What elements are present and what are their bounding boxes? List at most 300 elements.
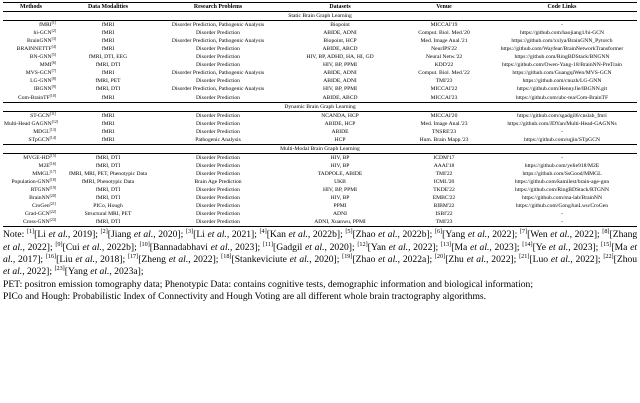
- method-cell: [3, 45, 59, 53]
- et-al: et al.: [3, 266, 23, 278]
- citation-number: [21]: [519, 253, 530, 261]
- citation-year: 2022: [575, 254, 595, 266]
- code-link-cell: https://github.com/kamilest/brain-age-gnn: [514, 178, 610, 185]
- citation-author: Yang: [67, 266, 88, 278]
- method-reference: [22]: [49, 210, 56, 215]
- method-reference: [2]: [51, 29, 56, 34]
- table-row: [3, 186, 637, 194]
- et-al: et al.: [467, 229, 488, 241]
- problem-cell: Disorder Prediction: [157, 218, 279, 227]
- problem-cell: Disorder Prediction: [196, 170, 240, 177]
- problem-cell: Disorder Prediction: [196, 54, 240, 61]
- citation-number: [10]: [139, 240, 150, 248]
- method-name: Population-GNN: [11, 178, 50, 185]
- et-al: et al.: [288, 229, 308, 241]
- method-reference: [3]: [51, 37, 56, 42]
- datasets-cell: Biopoint, HCP: [323, 38, 357, 45]
- citation-number: [14]: [522, 240, 533, 248]
- table-body: [3, 12, 637, 227]
- method-reference: [6]: [51, 61, 56, 66]
- citation-author: Zhu: [448, 254, 464, 266]
- citation-year: 2023: [494, 241, 514, 253]
- method-cell: [3, 61, 59, 69]
- method-name: BrainNN: [29, 195, 50, 202]
- modality-cell: fMRI, DTI, EEG: [88, 54, 128, 61]
- datasets-cell: ABIDE, ADNI: [323, 70, 357, 77]
- code-link-cell: https://github.com/sqjin/STpGCN: [524, 136, 600, 143]
- citation-item: [8][Zhang et al., 2022];: [3, 228, 638, 253]
- method-name: CroGen: [31, 203, 50, 210]
- citation-year: 2018: [100, 254, 120, 266]
- citation-item: [12][Yan et al., 2022];: [357, 240, 441, 253]
- method-reference: [5]: [51, 53, 56, 58]
- venue-cell: Comput. Biol. Med.'20: [418, 30, 470, 37]
- method-cell: [3, 85, 59, 93]
- modality-cell: fMRI: [101, 46, 115, 53]
- datasets-cell: ABIDE, ADNI: [323, 78, 357, 85]
- et-al: et al.: [82, 241, 102, 253]
- citation-year: 2022b: [312, 229, 337, 241]
- citation-author: Zheng: [141, 254, 166, 266]
- modality-cell: fMRI: [101, 70, 115, 77]
- venue-cell: Med. Image Anal.'21: [420, 38, 468, 45]
- citation-number: [8]: [602, 228, 610, 236]
- modality-cell: fMRI, Phenotypic Data: [81, 178, 135, 185]
- method-name: MDGL: [33, 128, 50, 135]
- header-code-links: Code Links: [487, 3, 637, 12]
- method-cell: [3, 162, 59, 170]
- venue-cell: ISBI'22: [435, 211, 453, 218]
- citation-item: [13][Ma et al., 2023];: [440, 240, 523, 253]
- method-cell: [3, 153, 59, 162]
- citation-item: [18][Stankeviciute et al., 2020];: [221, 253, 343, 266]
- citation-author: Zhao: [355, 229, 376, 241]
- citation-number: [12]: [357, 240, 368, 248]
- citation-number: [22]: [603, 253, 614, 261]
- citation-item: [21][Luo et al., 2022];: [519, 253, 604, 266]
- citation-author: Zhao: [355, 254, 376, 266]
- method-cell: [3, 136, 59, 145]
- citation-item: [9][Cui et al., 2022b];: [55, 240, 140, 253]
- table-row: [3, 218, 637, 227]
- modality-cell: fMRI: [101, 128, 115, 135]
- citation-item: [7][Wen et al., 2022];: [519, 228, 603, 241]
- citation-note: [3, 229, 637, 279]
- venue-cell: Neural Netw.'22: [425, 54, 463, 61]
- method-cell: [3, 29, 59, 37]
- problem-cell: Disorder Prediction: [196, 78, 240, 85]
- table-row: [3, 21, 637, 30]
- table-row: [3, 128, 637, 136]
- section-row: [3, 144, 637, 153]
- method-name: STpGCN: [28, 136, 50, 143]
- venue-cell: NeurIPS'22: [431, 46, 457, 53]
- table-row: [3, 37, 637, 45]
- header-methods: Methods: [3, 3, 59, 12]
- method-reference: [16]: [49, 161, 56, 166]
- code-link-cell: https://github.com/xxlya/BrainGNN_Pytorch: [511, 38, 613, 45]
- datasets-cell: ABIDE: [331, 128, 349, 135]
- modality-cell: fMRI, DTI: [95, 187, 121, 194]
- method-reference: [19]: [49, 186, 56, 191]
- problem-cell: Disorder Prediction: [196, 195, 240, 202]
- citation-year: 2022: [26, 266, 47, 278]
- citation-number: [13]: [440, 240, 452, 248]
- citation-author: Stankeviciute: [234, 254, 287, 266]
- code-link-cell: https://github.com/HennyJie/IBGNN.git: [516, 86, 608, 93]
- table-notes: [3, 229, 637, 303]
- citation-item: [22][Zhou et al., 2022];: [3, 253, 638, 278]
- modality-cell: fMRI, DTI: [95, 162, 121, 169]
- datasets-cell: HIV, BP: [330, 162, 350, 169]
- method-reference: [1]: [51, 21, 56, 26]
- citation-author: Ma: [614, 241, 628, 253]
- citation-number: [17]: [127, 253, 139, 261]
- modality-cell: fMRI, DTI: [95, 154, 121, 161]
- problem-cell: Disorder Prediction, Pathogenic Analysis: [171, 70, 265, 77]
- venue-cell: Comput. Biol. Med.'22: [418, 70, 470, 77]
- method-name: ST-GCN: [30, 112, 50, 119]
- method-cell: [3, 37, 59, 45]
- code-link-cell: https://github.com/cnuzh/LG-GNN: [522, 78, 602, 85]
- citation-year: 2022: [492, 229, 512, 241]
- method-cell: [3, 69, 59, 77]
- et-al: et al.: [548, 241, 569, 253]
- venue-cell: ICML'20: [433, 178, 455, 185]
- table-row: [3, 29, 637, 37]
- table-row: [3, 162, 637, 170]
- modality-cell: fMRI, MRI, PET, Phenotypic Data: [68, 170, 148, 177]
- citation-number: [5]: [345, 228, 353, 236]
- citation-item: [3][Li et al., 2021];: [185, 228, 260, 241]
- citation-author: Zhang: [612, 229, 638, 241]
- et-al: et al.: [48, 229, 68, 241]
- modality-cell: Structural MRI, PET: [84, 211, 132, 218]
- table-row: [3, 153, 637, 162]
- citation-author: Liu: [59, 254, 73, 266]
- problem-cell: Disorder Prediction: [196, 203, 240, 210]
- method-cell: [3, 186, 59, 194]
- method-cell: [3, 53, 59, 61]
- section-row: [3, 102, 637, 111]
- table-row: [3, 120, 637, 128]
- citation-item: [16][Liu et al., 2018];: [45, 253, 128, 266]
- section-title: Multi-Modal Brain Graph Learning: [3, 144, 637, 153]
- method-name: MMGL: [32, 170, 50, 177]
- citation-year: 2019: [72, 229, 93, 241]
- et-al: et al.: [305, 241, 325, 253]
- code-link-cell: https://github.com/ma-lab/BrainNN: [521, 195, 602, 202]
- citation-author: Jiang: [110, 229, 132, 241]
- et-al: et al.: [469, 241, 490, 253]
- et-al: et al.: [3, 241, 637, 266]
- code-link-cell: -: [561, 154, 563, 161]
- definition-note: PICo and Hough: Probabilistic Index of Connectivity and Hough Voting are all different whole brain tractography algorithms.: [3, 291, 487, 303]
- problem-cell: Disorder Prediction, Pathogenic Analysis: [171, 86, 265, 93]
- datasets-cell: PPMI: [333, 203, 347, 210]
- method-name: Com-BrainTF: [17, 94, 50, 101]
- paper-table-page: [3, 2, 637, 304]
- code-link-cell: https://github.com/haojiang1/hi-GCN: [519, 30, 605, 37]
- code-link-cell: -: [561, 128, 563, 135]
- method-name: LG-GNN: [30, 78, 52, 85]
- citation-author: Bannadabhavi: [152, 241, 208, 253]
- venue-cell: ICDM'17: [433, 154, 455, 161]
- venue-cell: TMI'23: [435, 78, 453, 85]
- citation-number: [23]: [54, 265, 65, 273]
- modality-cell: fMRI: [101, 38, 115, 45]
- code-link-cell: https://github.com/SsGood/MMGL: [522, 170, 602, 177]
- table-row: [3, 170, 637, 178]
- citation-item: [23][Yang et al., 2023a];: [54, 265, 144, 278]
- datasets-cell: HIV, BP, PPMI: [322, 62, 358, 69]
- header-datasets: Datasets: [279, 3, 401, 12]
- venue-cell: MICCAI'22: [430, 86, 458, 93]
- citation-number: [6]: [434, 228, 443, 236]
- citation-number: [3]: [185, 228, 194, 236]
- datasets-cell: ADNI: [333, 211, 347, 218]
- code-link-cell: https://github.com/Owen-Yang-18/BrainNN-PreTrain: [502, 62, 622, 69]
- table-row: [3, 45, 637, 53]
- citation-number: [7]: [519, 228, 528, 236]
- citation-author: Cui: [65, 241, 80, 253]
- method-name: MVGE-HD: [23, 154, 50, 161]
- citation-item: [20][Zhu et al., 2022];: [434, 253, 520, 266]
- datasets-cell: TADPOLE, ABIDE: [317, 170, 363, 177]
- citation-item: [17][Zheng et al., 2022];: [127, 253, 222, 266]
- citation-number: [2]: [100, 228, 108, 236]
- datasets-cell: HIV, BP, PPMI: [322, 187, 358, 194]
- method-cell: [3, 94, 59, 103]
- venue-cell: MICCAI'20: [430, 112, 458, 119]
- method-name: MMI: [39, 62, 52, 69]
- et-al: et al.: [3, 241, 23, 253]
- citation-number: [4]: [259, 228, 267, 236]
- et-al: et al.: [378, 229, 398, 241]
- code-link-cell: -: [561, 211, 563, 218]
- citation-author: Li: [37, 229, 46, 241]
- datasets-cell: HIV, BP, PPMI: [322, 86, 358, 93]
- et-al: et al.: [75, 254, 95, 266]
- et-al: et al.: [550, 254, 571, 266]
- citation-year: 2020: [314, 254, 334, 266]
- table-row: [3, 69, 637, 77]
- citation-author: Yan: [370, 241, 386, 253]
- citation-year: 2022b: [106, 241, 131, 253]
- citation-item: [15][Ma et al., 2017];: [3, 240, 637, 266]
- problem-cell: Disorder Prediction: [196, 211, 240, 218]
- code-link-cell: https://github.com/ubc-tea/Com-BrainTF: [515, 94, 609, 101]
- method-name: Grad-GCN: [24, 211, 50, 218]
- venue-cell: Med. Image Anal.'23: [420, 120, 468, 127]
- venue-cell: TMI'22: [435, 170, 453, 177]
- problem-cell: Pathogenic Analysis: [195, 136, 241, 143]
- table-header-row: [3, 3, 637, 12]
- venue-cell: MICCAI'23: [430, 94, 458, 101]
- modality-cell: fMRI, DTI: [95, 86, 121, 93]
- problem-cell: Disorder Prediction: [196, 30, 240, 37]
- citation-year: 2020: [158, 229, 178, 241]
- et-al: et al.: [550, 229, 570, 241]
- problem-cell: Disorder Prediction: [196, 94, 240, 101]
- venue-cell: TMI'23: [401, 218, 487, 227]
- table-row: [3, 85, 637, 93]
- method-cell: [3, 170, 59, 178]
- modality-cell: fMRI: [101, 136, 115, 143]
- method-name: MVS-GCN: [25, 70, 52, 77]
- citation-number: [16]: [45, 253, 57, 261]
- method-cell: [3, 178, 59, 186]
- citation-item: [1][Li et al., 2019];: [26, 228, 101, 241]
- modality-cell: fMRI: [101, 94, 115, 101]
- table-row: [3, 194, 637, 202]
- citation-author: Kan: [269, 229, 286, 241]
- modality-cell: PICo, Hough: [93, 203, 123, 210]
- code-link-cell: -: [487, 218, 637, 227]
- method-reference: [8]: [51, 77, 56, 82]
- method-reference: [23]: [49, 218, 56, 223]
- citation-year: 2017: [18, 254, 38, 266]
- methods-table: [3, 2, 637, 227]
- et-al: et al.: [207, 229, 227, 241]
- datasets-cell: ABIDE, ABCD: [322, 94, 358, 101]
- citation-author: Li: [196, 229, 205, 241]
- method-reference: [9]: [51, 85, 56, 90]
- datasets-cell: HIV, BP, ADHD, HA, HI, GD: [306, 54, 374, 61]
- modality-cell: fMRI: [101, 30, 115, 37]
- method-reference: [13]: [49, 127, 56, 132]
- et-al: et al.: [133, 229, 154, 241]
- method-name: IBGNN: [33, 86, 52, 93]
- code-link-cell: https://github.com/RingBDStack/BNGNN: [514, 54, 610, 61]
- modality-cell: fMRI, DTI: [95, 62, 121, 69]
- citation-item: [2][Jiang et al., 2020];: [100, 228, 186, 241]
- method-reference: [10]: [49, 93, 56, 98]
- code-link-cell: https://github.com/JDYan/Multi-Head-GAGNNs: [507, 120, 617, 127]
- code-link-cell: https://github.com/GongJunLwu/CroGen: [515, 203, 609, 210]
- et-al: et al.: [466, 254, 487, 266]
- citation-year: 2022: [27, 241, 47, 253]
- table-row: [3, 94, 637, 103]
- venue-cell: BIBM'22: [433, 203, 455, 210]
- datasets-cell: ADNI, Xuanwu, PPMI: [279, 218, 401, 227]
- citation-item: [11][Gadgil et al., 2020];: [262, 240, 358, 253]
- method-name: BN-GNN: [29, 54, 52, 61]
- section-title: Dynamic Brain Graph Learning: [3, 102, 637, 111]
- citation-number: [9]: [55, 240, 63, 248]
- problem-cell: Disorder Prediction: [196, 62, 240, 69]
- table-row: [3, 136, 637, 145]
- datasets-cell: ABIDE, ABCD: [322, 46, 358, 53]
- code-link-cell: https://github.com/RingBDStack/RTGNN: [515, 187, 609, 194]
- citation-year: 2023a: [114, 266, 138, 278]
- venue-cell: EMBC'22: [432, 195, 456, 202]
- method-reference: [12]: [51, 119, 59, 124]
- citation-number: [11]: [262, 240, 273, 248]
- citation-number: [15]: [601, 240, 612, 248]
- method-name: M2E: [38, 162, 50, 169]
- citation-item: [14][Ye et al., 2023];: [522, 240, 602, 253]
- citation-author: Yang: [445, 229, 466, 241]
- header-venue: Venue: [401, 3, 487, 12]
- et-al: et al.: [168, 254, 189, 266]
- code-link-cell: https://github.com/Wayfear/BrainNetworkTransformer: [500, 46, 624, 53]
- method-reference: [7]: [51, 69, 56, 74]
- table-row: [3, 77, 637, 85]
- venue-cell: Hum. Brain Mapp.'23: [419, 136, 469, 143]
- problem-cell: Brain Age Prediction: [194, 178, 242, 185]
- citation-item: [10][Bannadabhavi et al., 2023];: [139, 240, 263, 253]
- citation-year: 2022: [574, 229, 594, 241]
- method-reference: [17]: [49, 169, 56, 174]
- code-link-cell: https://github.com/yelie918/M2E: [524, 162, 600, 169]
- table-row: [3, 111, 637, 120]
- citation-list: [3, 229, 637, 277]
- citation-year: 2022b: [402, 229, 427, 241]
- venue-cell: MICCAI'19: [430, 22, 458, 29]
- modality-cell: fMRI, DTI: [95, 195, 121, 202]
- problem-cell: Disorder Prediction, Pathogenic Analysis: [171, 22, 265, 29]
- section-row: [3, 12, 637, 21]
- citation-year: 2022a: [402, 254, 427, 266]
- citation-author: Gadgil: [276, 241, 303, 253]
- problem-cell: Disorder Prediction: [196, 120, 240, 127]
- problem-cell: Disorder Prediction: [196, 46, 240, 53]
- table-row: [3, 61, 637, 69]
- citation-number: [20]: [434, 253, 446, 261]
- datasets-cell: NCANDA, HCP: [321, 112, 359, 119]
- venue-cell: TKDE'22: [433, 187, 455, 194]
- citation-number: [1]: [26, 228, 35, 236]
- citation-item: [6][Yang et al., 2022];: [434, 228, 520, 241]
- problem-cell: Disorder Prediction: [196, 128, 240, 135]
- method-reference: [15]: [49, 153, 56, 158]
- et-al: et al.: [289, 254, 310, 266]
- table-row: [3, 210, 637, 218]
- problem-cell: Disorder Prediction: [196, 187, 240, 194]
- et-al: et al.: [388, 241, 409, 253]
- table-row: [3, 53, 637, 61]
- citation-number: [18]: [221, 253, 232, 261]
- method-name: Cross-GNN: [22, 219, 50, 226]
- venue-cell: TNSRE'23: [431, 128, 457, 135]
- citation-year: 2023: [235, 241, 255, 253]
- method-name: BRAINNETTF: [16, 46, 52, 53]
- modality-cell: fMRI, PET: [95, 78, 121, 85]
- citation-year: 2022: [491, 254, 511, 266]
- et-al: et al.: [210, 241, 231, 253]
- method-cell: [3, 210, 59, 218]
- header-data-modalities: Data Modalities: [59, 3, 157, 12]
- method-reference: [20]: [49, 194, 56, 199]
- datasets-cell: ABIDE, ADNI: [323, 30, 357, 37]
- problem-cell: Disorder Prediction: [196, 162, 240, 169]
- code-link-cell: -: [561, 22, 563, 29]
- citation-year: 2022: [193, 254, 213, 266]
- method-cell: [3, 218, 59, 227]
- citation-year: 2022: [413, 241, 433, 253]
- method-name: fMRI: [39, 22, 52, 29]
- citation-author: Ma: [454, 241, 468, 253]
- definition-note: PET: positron emission tomography data; Phenotypic Data: contains cognitive tests, demographic information and biological information;: [3, 278, 534, 290]
- note-label: Note:: [3, 229, 25, 241]
- et-al: et al.: [378, 254, 398, 266]
- method-reference: [14]: [49, 135, 56, 140]
- datasets-cell: HIV, BP: [330, 154, 350, 161]
- method-cell: [3, 77, 59, 85]
- citation-year: 2023: [573, 241, 593, 253]
- method-name: hi-GCN: [33, 30, 52, 37]
